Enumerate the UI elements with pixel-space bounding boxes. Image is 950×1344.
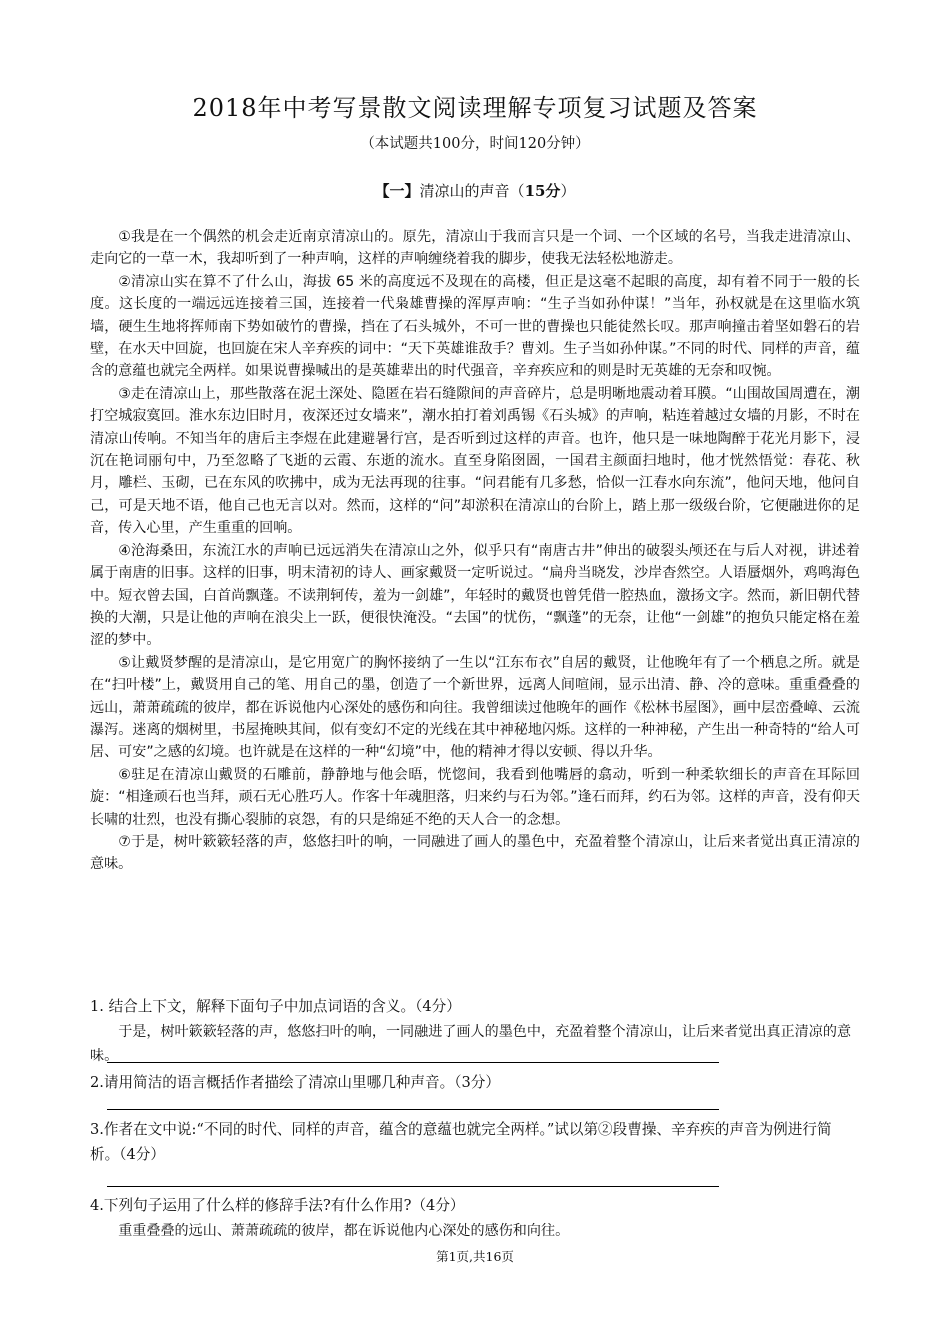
section-close: ）	[560, 182, 576, 200]
paragraph-7: ⑦于是，树叶簌簌轻落的声，悠悠扫叶的响，一同融进了画人的墨色中，充盈着整个清凉山，让后来者觉出真正清凉的意味。	[90, 833, 860, 873]
question-1-sentence: 于是，树叶簌簌轻落的声，悠悠扫叶的响，一同融进了画人的墨色中，充盈着整个清凉山，让后来者觉出真正清凉的意味。	[90, 1024, 852, 1064]
section-name: 清凉山的声音（	[419, 182, 525, 200]
section-score: 15分	[524, 182, 561, 200]
paragraph-3: ③走在清凉山上，那些散落在泥土深处、隐匿在岩石缝隙间的声音碎片，总是明晰地震动着耳膜。“山围故国周遭在，潮打空城寂寞回。淮水东边旧时月，夜深还过女墙来”，潮水拍打着刘禹锡《石头城》的声响，粘连着越过女墙的月影，不时在清凉山传响。不知当年的唐后主李煜在此建避暑行宫，是否听到过这样的声音。也许，他只是一味地陶醉于花光月影下，浸沉在艳词丽句中，乃至忽略了飞逝的云霞、东逝的流水。直至身陷囹圄，一国君主颜面扫地时，他才恍然悟觉：春花、秋月，雕栏、玉砌，已在东风的吹拂中，成为无法再现的往事。“问君能有几多愁，恰似一江春水向东流”，他问天地，他问自己，可是天地不语，他自己也无言以对。然而，这样的“问”却淤积在清凉山的台阶上，踏上那一级级台阶，它便融进你的足音，传入心里，产生重重的回响。	[90, 385, 860, 537]
page-footer: 第1页,共16页	[436, 1249, 514, 1264]
question-3-prompt: 3.作者在文中说:“不同的时代、同样的声音，蕴含的意蕴也就完全两样。”试以第②段曹操、辛弃疾的声音为例进行简析。（4分）	[90, 1121, 832, 1163]
answer-line-3[interactable]	[107, 1186, 719, 1187]
paragraph-1: ①我是在一个偶然的机会走近南京清凉山的。原先，清凉山于我而言只是一个词、一个区域的名号，当我走进清凉山、走向它的一草一木，我却听到了一种声响，这样的声响缠绕着我的脚步，使我无法轻松地游走。	[90, 229, 860, 268]
paragraph-5: ⑤让戴贤梦醒的是清凉山，是它用宽广的胸怀接纳了一生以“江东布衣”自居的戴贤，让他晚年有了一个栖息之所。就是在“扫叶楼”上，戴贤用自己的笔、用自己的墨，创造了一个新世界，远离人间喧闹，显示出清、静、冷的意味。重重叠叠的远山，萧萧疏疏的彼岸，都在诉说他内心深处的感伤和向往。我曾细读过他晚年的画作《松林书屋图》，画中层峦叠嶂、云流瀑泻。迷离的烟树里，书屋掩映其间，似有变幻不定的光线在其中神秘地闪烁。这样的一种神秘，产生出一种奇特的“给人可居、可安”之感的幻境。也许就是在这样的一种“幻境”中，他的精神才得以安顿、得以升华。	[90, 654, 860, 761]
document-subtitle: （本试题共100分，时间120分钟）	[360, 136, 590, 152]
section-label: 【一】	[374, 182, 420, 200]
question-1-prompt: 1. 结合上下文，解释下面句子中加点词语的含义。（4分）	[90, 998, 461, 1015]
paragraph-4: ④沧海桑田，东流江水的声响已远远消失在清凉山之外，似乎只有“南唐古井”伸出的破裂头颅还在与后人对视，讲述着属于南唐的旧事。这样的旧事，明末清初的诗人、画家戴贤一定听说过。“扁舟当晓发，沙岸杳然空。人语蜃烟外，鸡鸣海色中。短衣曾去国，白首尚飘蓬。不读荆轲传，羞为一剑雄”，年轻时的戴贤也曾凭借一腔热血，激扬文字。然而，新旧朝代替换的大潮，只是让他的声响在浪尖上一跃，便很快淹没。“去国”的忧伤，“飘蓬”的无奈，让他“一剑雄”的抱负只能定格在羞涩的梦中。	[90, 542, 860, 649]
question-4-prompt: 4.下列句子运用了什么样的修辞手法?有什么作用?（4分）	[90, 1197, 465, 1214]
document-title: 2018年中考写景散文阅读理解专项复习试题及答案	[192, 94, 758, 122]
answer-line-1[interactable]	[107, 1062, 719, 1063]
question-2-prompt: 2.请用简洁的语言概括作者描绘了清凉山里哪几种声音。（3分）	[90, 1074, 500, 1091]
paragraph-6: ⑥驻足在清凉山戴贤的石雕前，静静地与他会晤，恍惚间，我看到他嘴唇的翕动，听到一种柔软细长的声音在耳际回旋：“相逢顽石也当拜，顽石无心胜巧人。作客十年魂胆落，归来约与石为邻。”逢石而拜，约石为邻。这样的声音，没有仰天长啸的壮烈，也没有撕心裂肺的哀怨，有的只是绵延不绝的天人合一的念想。	[90, 766, 860, 828]
answer-line-2[interactable]	[107, 1109, 719, 1110]
question-4-sentence: 重重叠叠的远山、萧萧疏疏的彼岸，都在诉说他内心深处的感伤和向往。	[118, 1223, 570, 1239]
section-heading	[0, 180, 950, 201]
article-body	[90, 226, 860, 876]
paragraph-2: ②清凉山实在算不了什么山，海拔 65 米的高度远不及现在的高楼，但正是这毫不起眼的高度，却有着不同于一般的长度。这长度的一端远远连接着三国，连接着一代枭雄曹操的浑厚声响：“生子当如孙仲谋！”当年，孙权就是在这里临水筑墙，硬生生地将挥师南下势如破竹的曹操，挡在了石头城外，不可一世的曹操也只能徒然长叹。那声响撞击着坚如磐石的岩壁，在水天中回旋，也回旋在宋人辛弃疾的词中：“天下英雄谁敌手？曹刘。生子当如孙仲谋。”不同的时代、同样的声音，蕴含的意蕴也就完全两样。如果说曹操喊出的是英雄辈出的时代强音，辛弃疾应和的则是时无英雄的无奈和叹惋。	[90, 273, 860, 380]
